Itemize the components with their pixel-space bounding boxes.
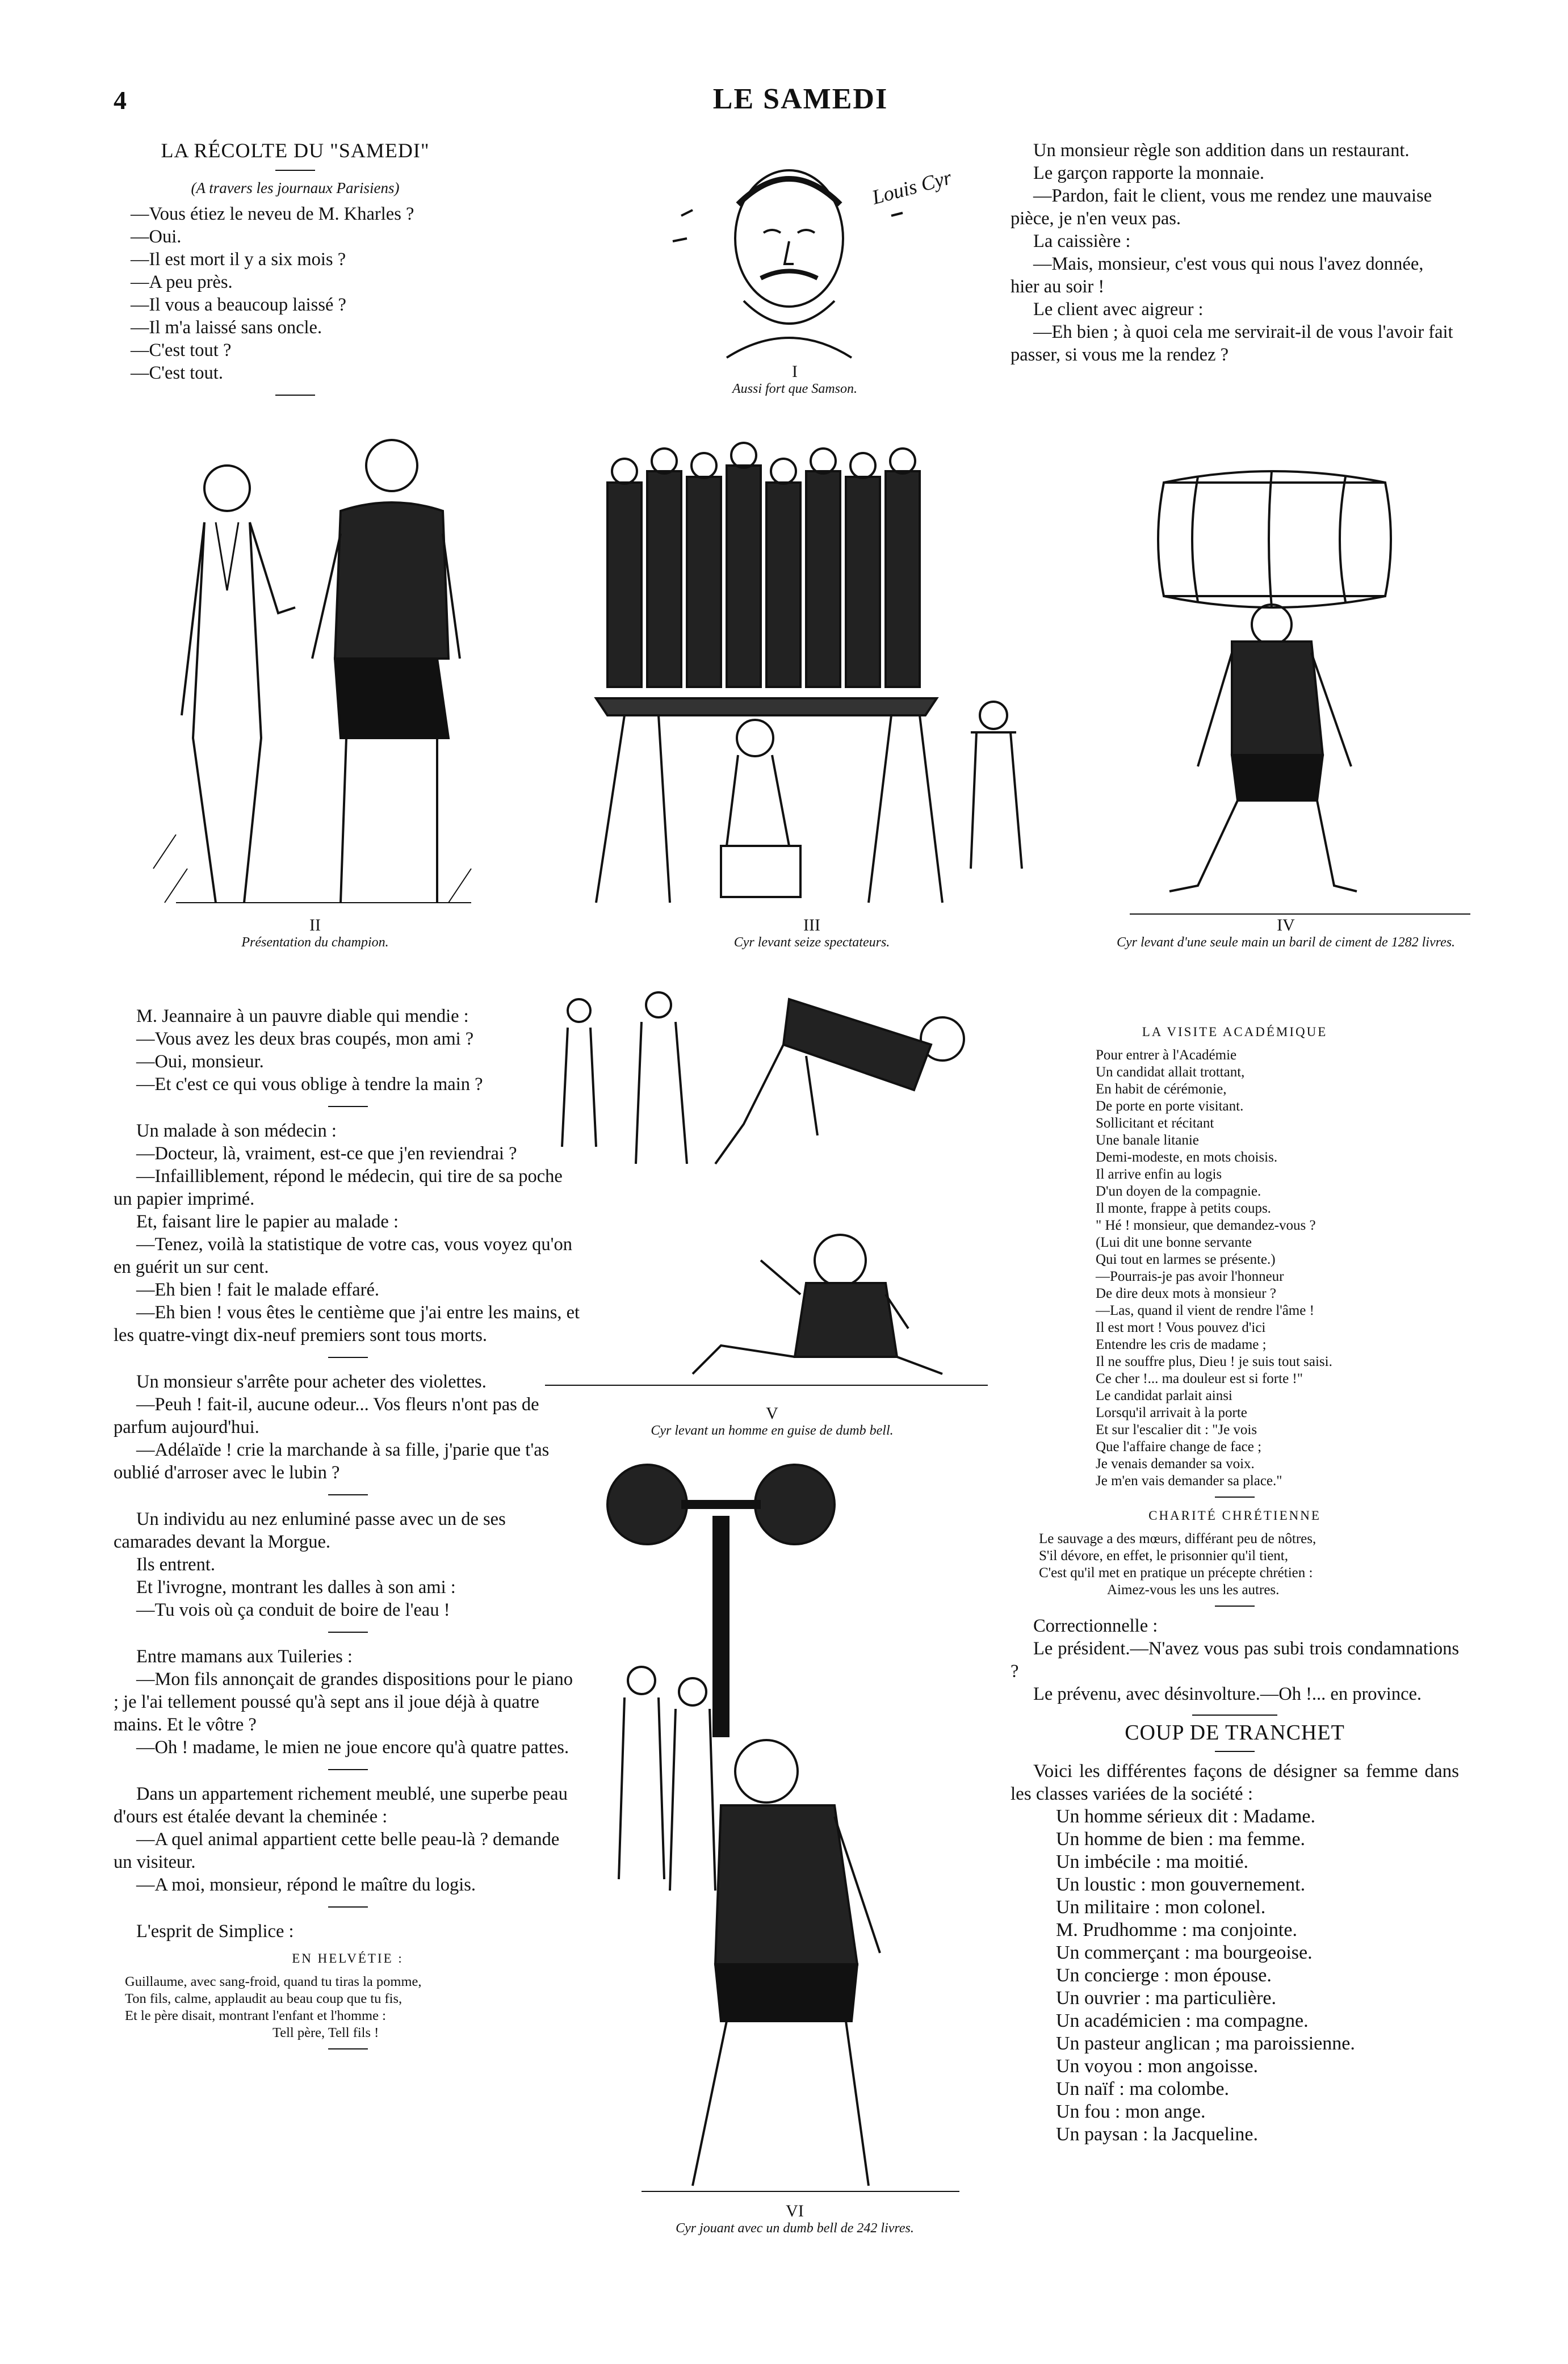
text-line: —Infailliblement, répond le médecin, qui tire de sa poche un papier imprimé. [114,1166,563,1209]
poem-line: C'est qu'il met en pratique un précepte chrétien : [1039,1565,1313,1581]
page-number: 4 [114,86,127,115]
caption-ii [148,917,483,951]
poem-line: Une banale litanie [1096,1133,1199,1148]
list-item: Un naïf : ma colombe. [1056,2078,1229,2099]
list-item: Un ouvrier : ma particulière. [1056,1988,1277,2009]
caption-number: I [792,362,798,381]
text-line: Un monsieur règle son addition dans un restaurant. [1033,140,1410,161]
text-line: La caissière : [1033,231,1131,252]
list-item: Un homme de bien : ma femme. [1056,1829,1306,1850]
caption-number: III [803,916,820,934]
jeannaire-anecdote [114,1005,582,1096]
illustration-presentation [153,420,477,914]
poem-line: Je venais demander sa voix. [1096,1456,1255,1472]
poem-line: Ce cher !... ma douleur est si forte !" [1096,1371,1303,1386]
divider [1215,1606,1255,1607]
list-item: Un homme sérieux dit : Madame. [1056,1806,1316,1827]
poem-line: S'il dévore, en effet, le prisonnier qu'il tient, [1039,1548,1288,1564]
illustration-barrel [1130,437,1470,931]
text-line: Et, faisant lire le papier au malade : [136,1212,399,1232]
caption-vi [590,2203,999,2237]
dialogue-line: —C'est tout ? [131,340,232,361]
simplice-intro: L'esprit de Simplice : [136,1921,294,1942]
poem-line: En habit de cérémonie, [1096,1082,1227,1097]
helvetie-poem [114,1973,582,2042]
poem-line: Tell père, Tell fils ! [272,2025,379,2040]
divider [1215,1751,1255,1752]
dialogue-line: —Il est mort il y a six mois ? [131,249,346,270]
caption-v [579,1405,965,1439]
divider [275,395,315,396]
text-line: Et l'ivrogne, montrant les dalles à son ami : [136,1577,456,1598]
coup-intro: Voici les différentes façons de désigner sa femme dans les classes variées de la société : [1011,1761,1459,1804]
charite-title: CHARITÉ CHRÉTIENNE [1148,1508,1321,1523]
text-line: Le président.—N'avez vous pas subi trois condamnations ? [1011,1638,1459,1682]
list-item: Un académicien : ma compagne. [1056,2010,1309,2031]
text-line: Un monsieur s'arrête pour acheter des violettes. [136,1372,487,1392]
text-line: —A quel animal appartient cette belle peau-là ? demande un visiteur. [114,1829,560,1872]
recolte-subtitle: (A travers les journaux Parisiens) [191,179,400,196]
poem-line: Pour entrer à l'Académie [1096,1047,1237,1063]
text-line: —Peuh ! fait-il, aucune odeur... Vos fleurs n'ont pas de parfum aujourd'hui. [114,1394,539,1437]
man-dumbbell-drawing [545,976,988,1391]
poem-line: Un candidat allait trottant, [1096,1064,1245,1080]
poem-line: Lorsqu'il arrivait à la porte [1096,1405,1247,1420]
illustration-man-dumbbell [545,976,988,1391]
poem-line: Le candidat parlait ainsi [1096,1388,1232,1403]
dialogue-line: —A peu près. [131,272,233,292]
text-line: Le garçon rapporte la monnaie. [1033,163,1264,183]
text-line: —Oui, monsieur. [136,1051,264,1072]
poem-line: Je m'en vais demander sa place." [1096,1473,1282,1489]
malade-anecdote [114,1120,582,1347]
helvetie-title: EN HELVÉTIE : [292,1951,404,1965]
poem-line: De porte en porte visitant. [1096,1099,1244,1114]
recolte-title: LA RÉCOLTE DU "SAMEDI" [161,139,430,162]
illustration-sixteen-spectators [573,449,1045,914]
left-column-bottom [114,1005,582,2062]
text-line: —Pardon, fait le client, vous me rendez une mauvaise pièce, je n'en veux pas. [1011,186,1432,229]
poem-line: Aimez-vous les uns les autres. [1107,1582,1280,1598]
list-item: Un fou : mon ange. [1056,2101,1206,2122]
list-item: Un imbécile : ma moitié. [1056,1851,1248,1872]
caption-text: Cyr levant d'une seule main un baril de ciment de 1282 livres. [1116,935,1456,950]
dialogue-line: —Il vous a beaucoup laissé ? [131,295,346,315]
caption-number: II [309,916,321,934]
list-item: Un loustic : mon gouvernement. [1056,1874,1306,1895]
poem-line: —Las, quand il vient de rendre l'âme ! [1096,1303,1314,1318]
caption-number: VI [786,2202,804,2220]
text-line: Un malade à son médecin : [136,1121,337,1141]
dialogue-line: —C'est tout. [131,363,223,383]
caption-text: Présentation du champion. [241,935,389,950]
caption-number: V [766,1404,778,1423]
caption-i [613,363,976,397]
text-line: Entre mamans aux Tuileries : [136,1646,353,1667]
list-item: Un paysan : la Jacqueline. [1056,2124,1258,2145]
portrait-drawing [659,142,954,369]
text-line: Un individu au nez enluminé passe avec un de ses camarades devant la Morgue. [114,1509,506,1552]
dialogue-line: —Vous étiez le neveu de M. Kharles ? [131,204,414,224]
text-line: Le prévenu, avec désinvolture.—Oh !... en province. [1033,1684,1422,1704]
poem-line: Il est mort ! Vous pouvez d'ici [1096,1320,1266,1335]
visite-title: LA VISITE ACADÉMIQUE [1142,1025,1328,1039]
text-line: M. Jeannaire à un pauvre diable qui mendie : [136,1006,469,1026]
ours-anecdote [114,1783,582,1896]
restaurant-anecdote [1011,139,1453,366]
divider [275,170,315,171]
poem-line: Entendre les cris de madame ; [1096,1337,1267,1352]
text-line: —Docteur, là, vraiment, est-ce que j'en reviendrai ? [136,1143,517,1164]
text-line: —A moi, monsieur, répond le maître du logis. [136,1875,476,1895]
presentation-drawing [153,420,477,914]
text-line: Dans un appartement richement meublé, une superbe peau d'ours est étalée devant la cheminée : [114,1784,568,1827]
list-item: Un voyou : mon angoisse. [1056,2056,1259,2077]
caption-text: Cyr jouant avec un dumb bell de 242 livres. [676,2221,914,2236]
text-line: —Tenez, voilà la statistique de votre cas, vous voyez qu'on en guérit un sur cent. [114,1234,573,1277]
caption-number: IV [1277,916,1295,934]
caption-text: Cyr levant seize spectateurs. [733,935,890,950]
poem-line: (Lui dit une bonne servante [1096,1235,1252,1250]
text-line: —Eh bien ; à quoi cela me servirait-il de vous l'avoir fait passer, si vous me la rendez ? [1011,322,1453,365]
dialogue-line: —Oui. [131,227,182,247]
coup-list [1011,1805,1459,2146]
illustration-dumbbell-242 [607,1453,993,2197]
poem-line: Guillaume, avec sang-froid, quand tu tiras la pomme, [125,1974,422,1989]
divider [328,1357,368,1358]
text-line: —Vous avez les deux bras coupés, mon ami ? [136,1029,474,1049]
text-line: —Eh bien ! fait le malade effaré. [136,1280,380,1300]
poem-line: Il ne souffre plus, Dieu ! je suis tout saisi. [1096,1354,1332,1369]
list-item: Un concierge : mon épouse. [1056,1965,1272,1986]
dumbbell-242-drawing [607,1453,993,2197]
poem-line: Le sauvage a des mœurs, différant peu de nôtres, [1039,1531,1317,1546]
list-item: M. Prudhomme : ma conjointe. [1056,1919,1297,1940]
poem-line: Ton fils, calme, applaudit au beau coup que tu fis, [125,1991,403,2006]
dialogue-line: —Il m'a laissé sans oncle. [131,317,322,338]
divider [328,1106,368,1107]
right-column-bottom [1011,1016,1459,2146]
correctionnelle-anecdote [1011,1615,1459,1705]
poem-line: Que l'affaire change de face ; [1096,1439,1262,1455]
poem-line: Et le père disait, montrant l'enfant et l'homme : [125,2008,386,2023]
divider [328,2048,368,2049]
divider [328,1769,368,1770]
text-line: —Mon fils annonçait de grandes dispositions pour le piano ; je l'ai tellement poussé qu'à sept ans il joue déjà à quatre mains. Et le vôtre ? [114,1669,573,1735]
divider [1215,1497,1255,1498]
divider [328,1494,368,1495]
text-line: Le client avec aigreur : [1033,299,1204,320]
caption-text: Cyr levant un homme en guise de dumb bell. [651,1423,894,1438]
barrel-drawing [1130,437,1470,931]
caption-iii [636,917,988,951]
poem-line: Demi-modeste, en mots choisis. [1096,1150,1278,1165]
poem-line: De dire deux mots à monsieur ? [1096,1286,1276,1301]
violettes-anecdote [114,1370,582,1484]
morgue-anecdote [114,1508,582,1621]
text-line: —Oh ! madame, le mien ne joue encore qu'à quatre pattes. [136,1737,569,1758]
text-line: —Et c'est ce qui vous oblige à tendre la main ? [136,1074,483,1095]
caption-text: Aussi fort que Samson. [732,382,857,396]
coup-de-tranchet-title: COUP DE TRANCHET [1125,1721,1345,1745]
spectators-drawing [573,449,1045,914]
poem-line: Il arrive enfin au logis [1096,1167,1222,1182]
poem-line: Il monte, frappe à petits coups. [1096,1201,1271,1216]
list-item: Un militaire : mon colonel. [1056,1897,1266,1918]
recolte-dialogue [114,203,477,384]
list-item: Un commerçant : ma bourgeoise. [1056,1942,1313,1963]
text-line: —Mais, monsieur, c'est vous qui nous l'avez donnée, hier au soir ! [1011,254,1424,297]
poem-line: Qui tout en larmes se présente.) [1096,1252,1276,1267]
text-line: Ils entrent. [136,1554,215,1575]
divider [328,1632,368,1633]
charite-poem [1011,1531,1459,1599]
illustration-portrait [659,142,954,369]
text-line: —Adélaïde ! crie la marchande à sa fille, j'parie que t'as oublié d'arroser avec le lubin ? [114,1440,550,1483]
signature-text: Louis Cyr [869,166,954,209]
divider [1192,1715,1277,1716]
right-column-top [1011,139,1453,366]
poem-line: —Pourrais-je pas avoir l'honneur [1096,1269,1284,1284]
divider [328,1906,368,1908]
visite-poem [1011,1047,1459,1490]
poem-line: D'un doyen de la compagnie. [1096,1184,1261,1199]
masthead: LE SAMEDI [712,83,888,115]
left-column-top [114,139,477,408]
poem-line: Sollicitant et récitant [1096,1116,1214,1131]
text-line: —Tu vois où ça conduit de boire de l'eau ! [136,1600,450,1620]
tuileries-anecdote [114,1645,582,1759]
list-item: Un pasteur anglican ; ma paroissienne. [1056,2033,1355,2054]
text-line: Correctionnelle : [1033,1616,1158,1636]
poem-line: Et sur l'escalier dit : "Je vois [1096,1422,1257,1437]
poem-line: " Hé ! monsieur, que demandez-vous ? [1096,1218,1316,1233]
caption-iv [1067,917,1504,951]
text-line: —Eh bien ! vous êtes le centième que j'ai entre les mains, et les quatre-vingt dix-neuf premiers sont tous morts. [114,1302,580,1346]
